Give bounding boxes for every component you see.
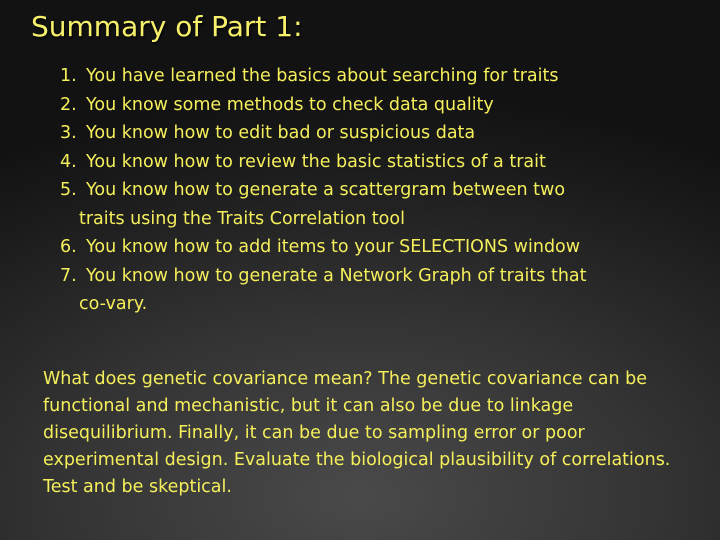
item-text: You know some methods to check data quality xyxy=(86,94,494,115)
discussion-paragraph: What does genetic covariance mean? The genetic covariance can be functional and mechanistic, but it can also be due to linkage disequilibrium. Finally, it can be due to sampling error or poor experimental design. Evaluate the biological plausibility of correlations. Test and be skeptical. xyxy=(43,369,671,497)
item-text: You know how to generate a scattergram between two xyxy=(86,180,566,200)
slide-title: Summary of Part 1: xyxy=(31,10,303,43)
list-item xyxy=(60,176,700,233)
item-text: You know how to generate a Network Graph of traits that xyxy=(86,265,587,286)
item-text-continuation: co-vary. xyxy=(79,294,148,314)
item-number: 6. xyxy=(60,237,77,257)
list-item xyxy=(60,262,700,319)
item-text-continuation: traits using the Traits Correlation tool xyxy=(79,208,405,229)
list-item xyxy=(60,62,700,91)
list-item xyxy=(60,119,700,148)
item-text: You know how to add items to your SELECTIONS window xyxy=(86,237,581,257)
item-number: 3. xyxy=(60,123,77,143)
list-item xyxy=(60,233,700,262)
item-number: 4. xyxy=(60,151,77,172)
item-number: 5. xyxy=(60,180,77,200)
list-item xyxy=(60,91,700,120)
item-number: 1. xyxy=(60,66,77,86)
item-number: 2. xyxy=(60,94,77,115)
summary-list xyxy=(60,62,700,319)
item-text: You know how to edit bad or suspicious data xyxy=(86,123,476,143)
item-text: You know how to review the basic statistics of a trait xyxy=(86,151,546,172)
list-item xyxy=(60,148,700,177)
item-number: 7. xyxy=(60,265,77,286)
item-text: You have learned the basics about searching for traits xyxy=(86,66,559,86)
